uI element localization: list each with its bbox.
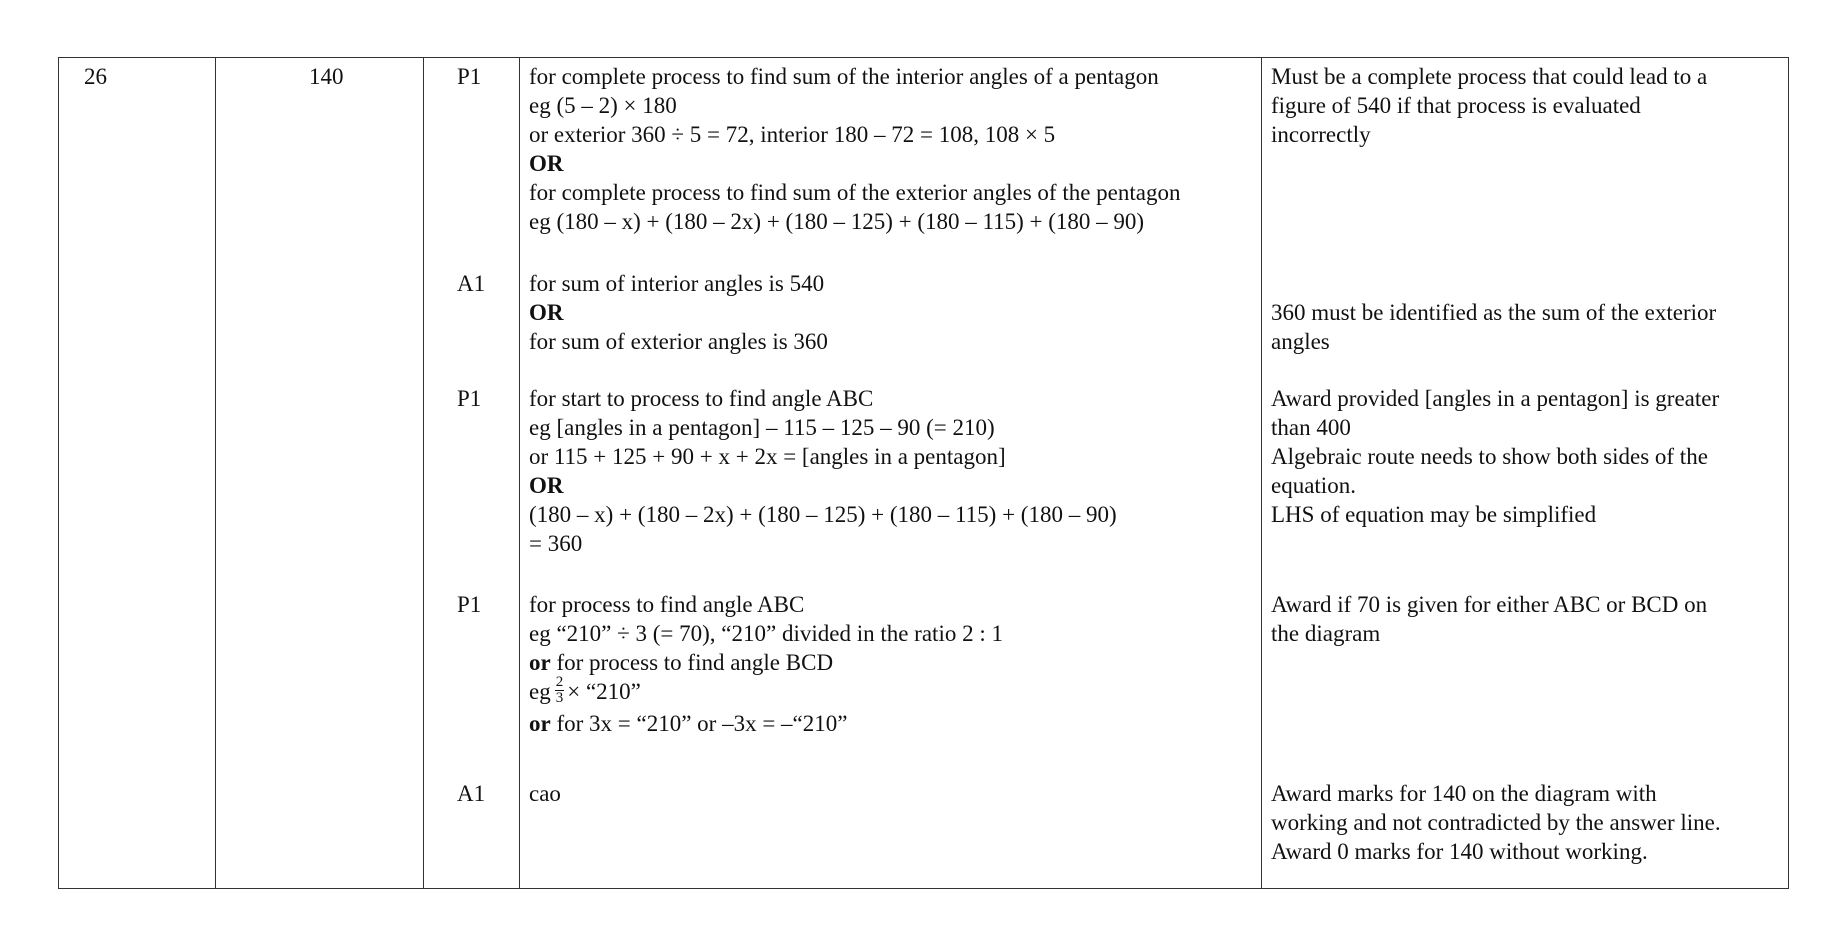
note-line: than 400	[1271, 415, 1351, 440]
guidance-line: or 115 + 125 + 90 + x + 2x = [angles in a pentagon]	[529, 444, 1006, 469]
fraction-denominator: 3	[555, 690, 564, 707]
guidance-line-or: OR	[529, 151, 564, 176]
guidance-line: for process to find angle ABC	[529, 592, 805, 617]
note-line: incorrectly	[1271, 122, 1371, 147]
mark-code: P1	[457, 386, 482, 411]
guidance-line: for sum of exterior angles is 360	[529, 329, 828, 354]
guidance-block	[529, 590, 1003, 738]
guidance-line: eg (5 – 2) × 180	[529, 93, 677, 118]
mark-code: A1	[457, 271, 486, 296]
guidance-line-or: OR	[529, 473, 564, 498]
note-line: Award 0 marks for 140 without working.	[1271, 839, 1648, 864]
note-line: figure of 540 if that process is evaluated	[1271, 93, 1641, 118]
additional-guidance	[1271, 779, 1781, 866]
column-divider-1	[215, 58, 216, 888]
guidance-line	[529, 709, 1003, 738]
additional-guidance	[1271, 384, 1781, 529]
guidance-block	[529, 62, 1180, 236]
guidance-text: × “210”	[567, 679, 641, 704]
fraction-numerator: 2	[555, 674, 564, 691]
guidance-line: = 360	[529, 531, 583, 556]
additional-guidance	[1271, 590, 1781, 648]
eg-label: eg	[529, 679, 551, 704]
note-line: 360 must be identified as the sum of the exterior	[1271, 300, 1717, 325]
fraction	[555, 675, 565, 706]
note-line: working and not contradicted by the answer line.	[1271, 810, 1721, 835]
mark-code: P1	[457, 64, 482, 89]
note-line: the diagram	[1271, 621, 1381, 646]
guidance-line: for sum of interior angles is 540	[529, 271, 825, 296]
additional-guidance	[1271, 62, 1781, 149]
column-divider-3	[519, 58, 520, 888]
note-line: LHS of equation may be simplified	[1271, 502, 1597, 527]
guidance-line: for start to process to find angle ABC	[529, 386, 874, 411]
note-line: Award provided [angles in a pentagon] is greater	[1271, 386, 1720, 411]
question-answer: 140	[309, 64, 344, 89]
guidance-block	[529, 384, 1117, 558]
note-line: Award marks for 140 on the diagram with	[1271, 781, 1657, 806]
mark-scheme-table	[58, 57, 1789, 889]
guidance-line: cao	[529, 781, 561, 806]
or-keyword: or	[529, 650, 551, 675]
note-line: equation.	[1271, 473, 1356, 498]
guidance-line: or exterior 360 ÷ 5 = 72, interior 180 – 72 = 108, 108 × 5	[529, 122, 1056, 147]
guidance-line: for complete process to find sum of the interior angles of a pentagon	[529, 64, 1159, 89]
guidance-line	[529, 674, 1003, 709]
additional-guidance	[1271, 298, 1781, 356]
guidance-line: eg (180 – x) + (180 – 2x) + (180 – 125) + (180 – 115) + (180 – 90)	[529, 209, 1145, 234]
note-line: Algebraic route needs to show both sides of the	[1271, 444, 1708, 469]
guidance-block	[529, 779, 561, 808]
guidance-text: for process to find angle BCD	[550, 650, 834, 675]
note-line: angles	[1271, 329, 1330, 354]
column-divider-2	[423, 58, 424, 888]
guidance-text: for 3x = “210” or –3x = –“210”	[550, 711, 848, 737]
mark-code: P1	[457, 592, 482, 617]
guidance-line: eg “210” ÷ 3 (= 70), “210” divided in the ratio 2 : 1	[529, 621, 1003, 646]
or-keyword: or	[529, 711, 551, 737]
note-line: Must be a complete process that could lead to a	[1271, 64, 1708, 89]
guidance-line: (180 – x) + (180 – 2x) + (180 – 125) + (180 – 115) + (180 – 90)	[529, 502, 1117, 527]
guidance-line: eg [angles in a pentagon] – 115 – 125 – 90 (= 210)	[529, 415, 995, 440]
guidance-line: for complete process to find sum of the exterior angles of the pentagon	[529, 180, 1181, 205]
note-line: Award if 70 is given for either ABC or BCD on	[1271, 592, 1708, 617]
question-number: 26	[84, 64, 107, 89]
mark-code: A1	[457, 781, 486, 806]
guidance-line	[529, 648, 1003, 677]
column-divider-4	[1261, 58, 1262, 888]
guidance-block	[529, 269, 828, 356]
guidance-line-or: OR	[529, 300, 564, 325]
